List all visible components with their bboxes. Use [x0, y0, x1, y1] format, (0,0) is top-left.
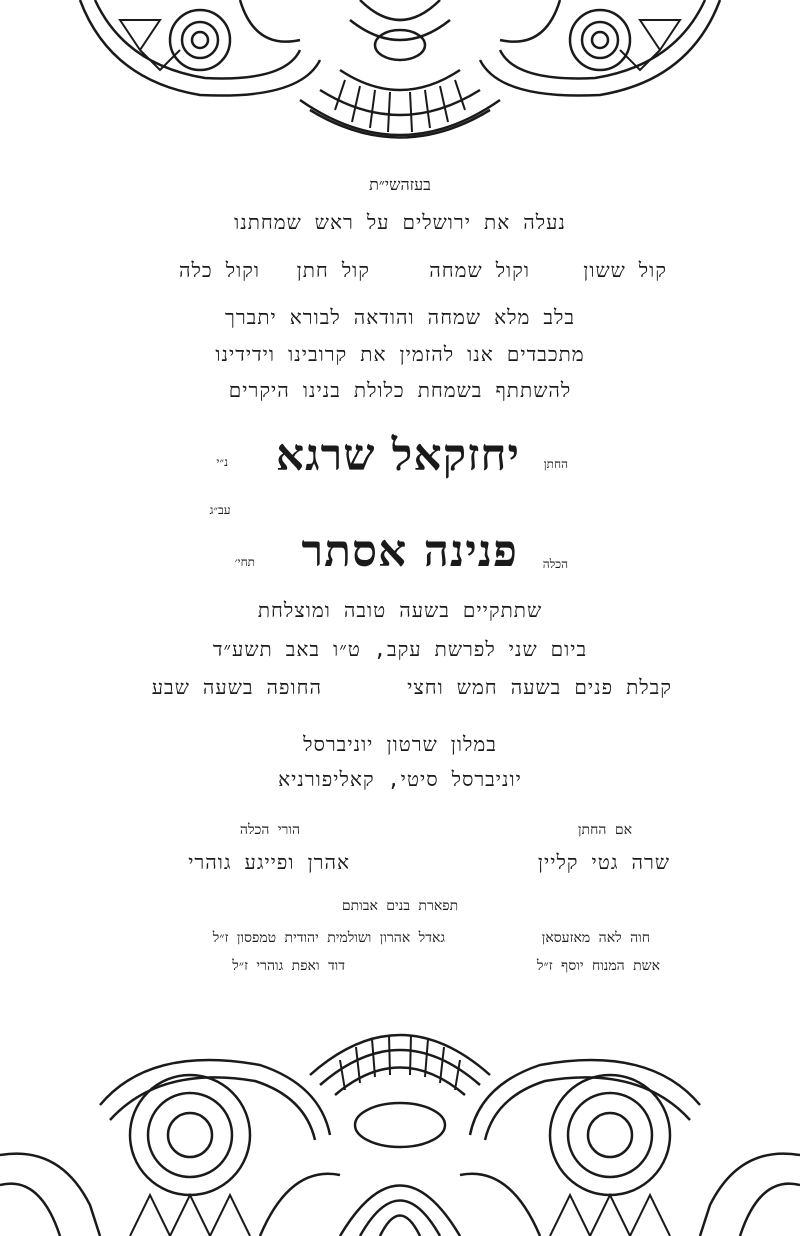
- verse-line: נעלה את ירושלים על ראש שמחתנו: [234, 210, 566, 234]
- grandparents-heading: תפארת בנים אבותם: [341, 898, 459, 914]
- bride-parents-label: הורי הכלה: [239, 822, 300, 838]
- kol-item: וקול שמחה: [429, 258, 530, 282]
- between-mark: עב״ג: [209, 503, 231, 517]
- kol-item: קול חתן: [296, 258, 370, 282]
- bride-parents-names: אהרן ופייגע גוהרי: [188, 850, 350, 874]
- bsd-line: בעזהשי״ת: [369, 175, 431, 194]
- kol-item: וקול כלה: [179, 258, 260, 282]
- reception-time: קבלת פנים בשעה חמש וחצי: [407, 675, 672, 699]
- chuppah-time: החופה בשעה שבע: [151, 675, 322, 699]
- grandparent-name: דוד ואפת גוהרי ז״ל: [232, 958, 345, 974]
- bride-row: [0, 520, 800, 580]
- invite-line-3: להשתתף בשמחת כלולת בנינו היקרים: [228, 378, 572, 402]
- groom-suffix: נ״י: [216, 455, 228, 469]
- groom-row: [0, 430, 800, 490]
- bottom-ornament: [0, 1005, 800, 1236]
- grandparent-name: גאדל אהרון ושולמית יהודית טמפסון ז״ל: [212, 930, 445, 946]
- event-line-1: שתתקיים בשעה טובה ומוצלחת: [257, 598, 543, 622]
- bride-name: פנינה אסתר: [301, 526, 518, 577]
- kol-item: קול ששון: [583, 258, 667, 282]
- groom-parent-names: שרה גטי קליין: [537, 850, 670, 874]
- event-date: ביום שני לפרשת עקב, ט״ו באב תשע״ד: [212, 637, 588, 661]
- bride-suffix: תחי׳: [234, 555, 255, 569]
- top-ornament: [0, 0, 800, 150]
- grandparent-name: אשת המנוח יוסף ז״ל: [536, 958, 660, 974]
- groom-name: יחזקאל שרגא: [275, 430, 520, 481]
- venue-address: יוניברסל סיטי, קאליפורניא: [278, 767, 522, 791]
- bride-title: הכלה: [542, 557, 568, 571]
- invite-line-2: מתכבדים אנו להזמין את קרובינו וידידינו: [215, 342, 585, 366]
- grandparent-name: חוה לאה מאזעסאן: [541, 930, 650, 946]
- groom-title: החתן: [543, 457, 568, 471]
- invite-line-1: בלב מלא שמחה והודאה לבורא יתברך: [225, 305, 575, 329]
- groom-parent-label: אם החתן: [577, 822, 632, 838]
- venue-name: במלון שרטון יוניברסל: [303, 732, 497, 756]
